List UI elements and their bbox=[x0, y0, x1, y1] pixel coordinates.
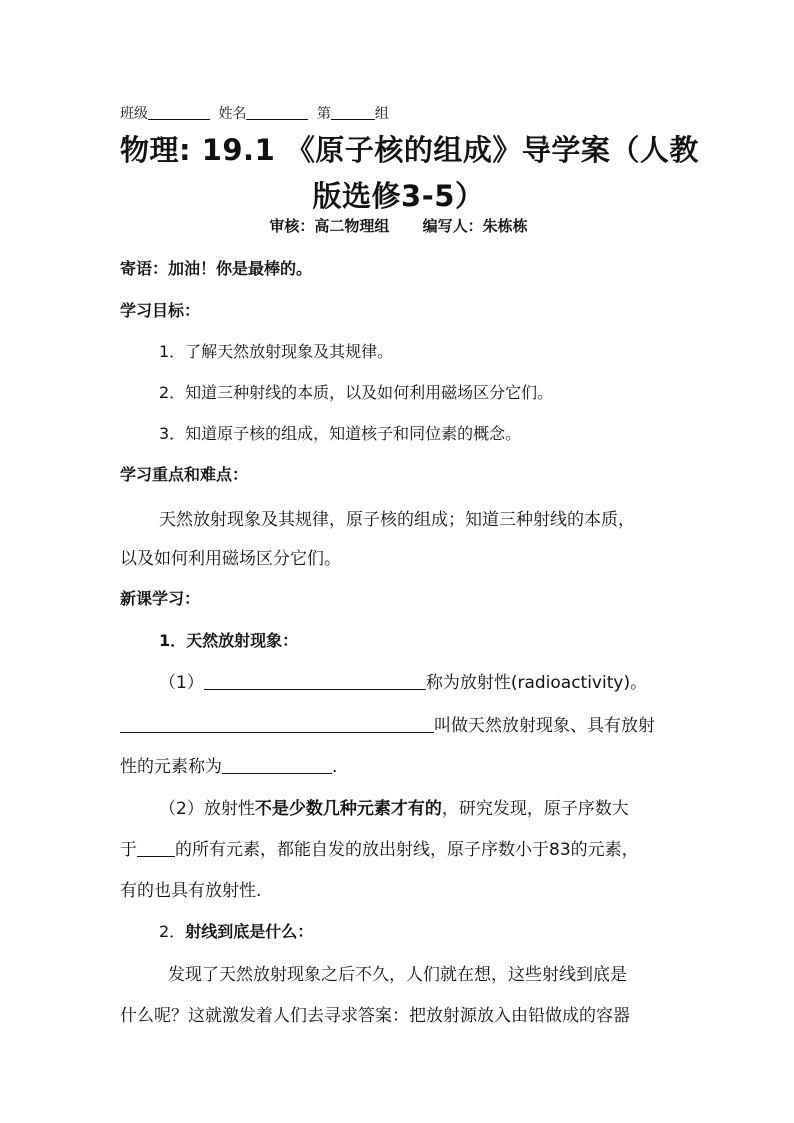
section-1-p2-line-1 bbox=[159, 794, 629, 819]
p2-blank bbox=[137, 839, 175, 857]
reviewer-text: 审核：高二物理组 bbox=[269, 217, 390, 235]
page-title-line-2: 版选修3-5） bbox=[312, 179, 485, 213]
p1-line2-suffix: 叫做天然放射现象、具有放射 bbox=[434, 716, 655, 736]
section-2-line-1: 发现了天然放射现象之后不久，人们就在想，这些射线到底是 bbox=[168, 965, 627, 985]
class-blank bbox=[148, 105, 210, 120]
section-1-p1-line-3 bbox=[120, 752, 337, 777]
section-2-num: 2． bbox=[159, 922, 186, 941]
section-1-title: 1．天然放射现象： bbox=[159, 631, 299, 650]
objective-item-3: 3．知道原子核的组成，知道核子和同位素的概念。 bbox=[159, 424, 522, 443]
p1-line3-suffix: . bbox=[332, 757, 338, 777]
author-text: 编写人：朱栋栋 bbox=[422, 217, 528, 235]
key-points-heading: 学习重点和难点： bbox=[120, 465, 249, 484]
key-points-line-1: 天然放射现象及其规律，原子核的组成；知道三种射线的本质， bbox=[159, 510, 635, 530]
motto: 寄语：加油！你是最棒的。 bbox=[120, 259, 313, 278]
section-2-title bbox=[159, 919, 313, 942]
student-info-line bbox=[120, 103, 389, 123]
objectives-heading: 学习目标： bbox=[120, 301, 201, 320]
p1-suffix: 称为放射性(radioactivity)。 bbox=[425, 673, 648, 693]
section-1-p2-line-3: 有的也具有放射性. bbox=[120, 881, 262, 901]
group-suffix: 组 bbox=[374, 106, 389, 122]
p2-line2-suffix: 的所有元素，都能自发的放出射线，原子序数小于83的元素， bbox=[175, 840, 639, 860]
objective-item-1: 1．了解天然放射现象及其规律。 bbox=[159, 342, 394, 361]
new-lesson-heading: 新课学习： bbox=[120, 589, 201, 608]
p1-blank-1 bbox=[204, 672, 426, 690]
group-prefix: 第 bbox=[316, 106, 331, 122]
p1-blank-2 bbox=[120, 715, 434, 733]
section-1-p2-line-2 bbox=[120, 835, 639, 860]
class-label: 班级 bbox=[120, 106, 148, 122]
p2-line2-prefix: 于 bbox=[120, 840, 137, 860]
name-label: 姓名 bbox=[218, 106, 247, 122]
page-title-line-1: 物理: 19.1 《原子核的组成》导学案（人教 bbox=[120, 133, 699, 167]
p2-rest: ，研究发现，原子序数大 bbox=[441, 799, 629, 819]
key-points-line-2: 以及如何利用磁场区分它们。 bbox=[120, 549, 341, 569]
section-2-line-2: 什么呢？这就激发着人们去寻求答案：把放射源放入由铅做成的容器 bbox=[120, 1006, 630, 1026]
section-1-p1-line-1 bbox=[159, 668, 647, 693]
document-meta bbox=[120, 215, 677, 236]
objective-item-2: 2．知道三种射线的本质，以及如何利用磁场区分它们。 bbox=[159, 383, 554, 402]
section-1-p1-line-2 bbox=[120, 711, 655, 736]
name-blank bbox=[246, 105, 308, 120]
group-blank bbox=[331, 105, 375, 120]
p2-prefix: （2）放射性 bbox=[159, 799, 255, 819]
p1-blank-3 bbox=[222, 756, 332, 774]
p1-prefix: （1） bbox=[159, 673, 204, 693]
p2-bold: 不是少数几种元素才有的 bbox=[254, 799, 442, 819]
section-2-title-text: 射线到底是什么： bbox=[185, 922, 314, 941]
p1-line3-prefix: 性的元素称为 bbox=[120, 757, 222, 777]
